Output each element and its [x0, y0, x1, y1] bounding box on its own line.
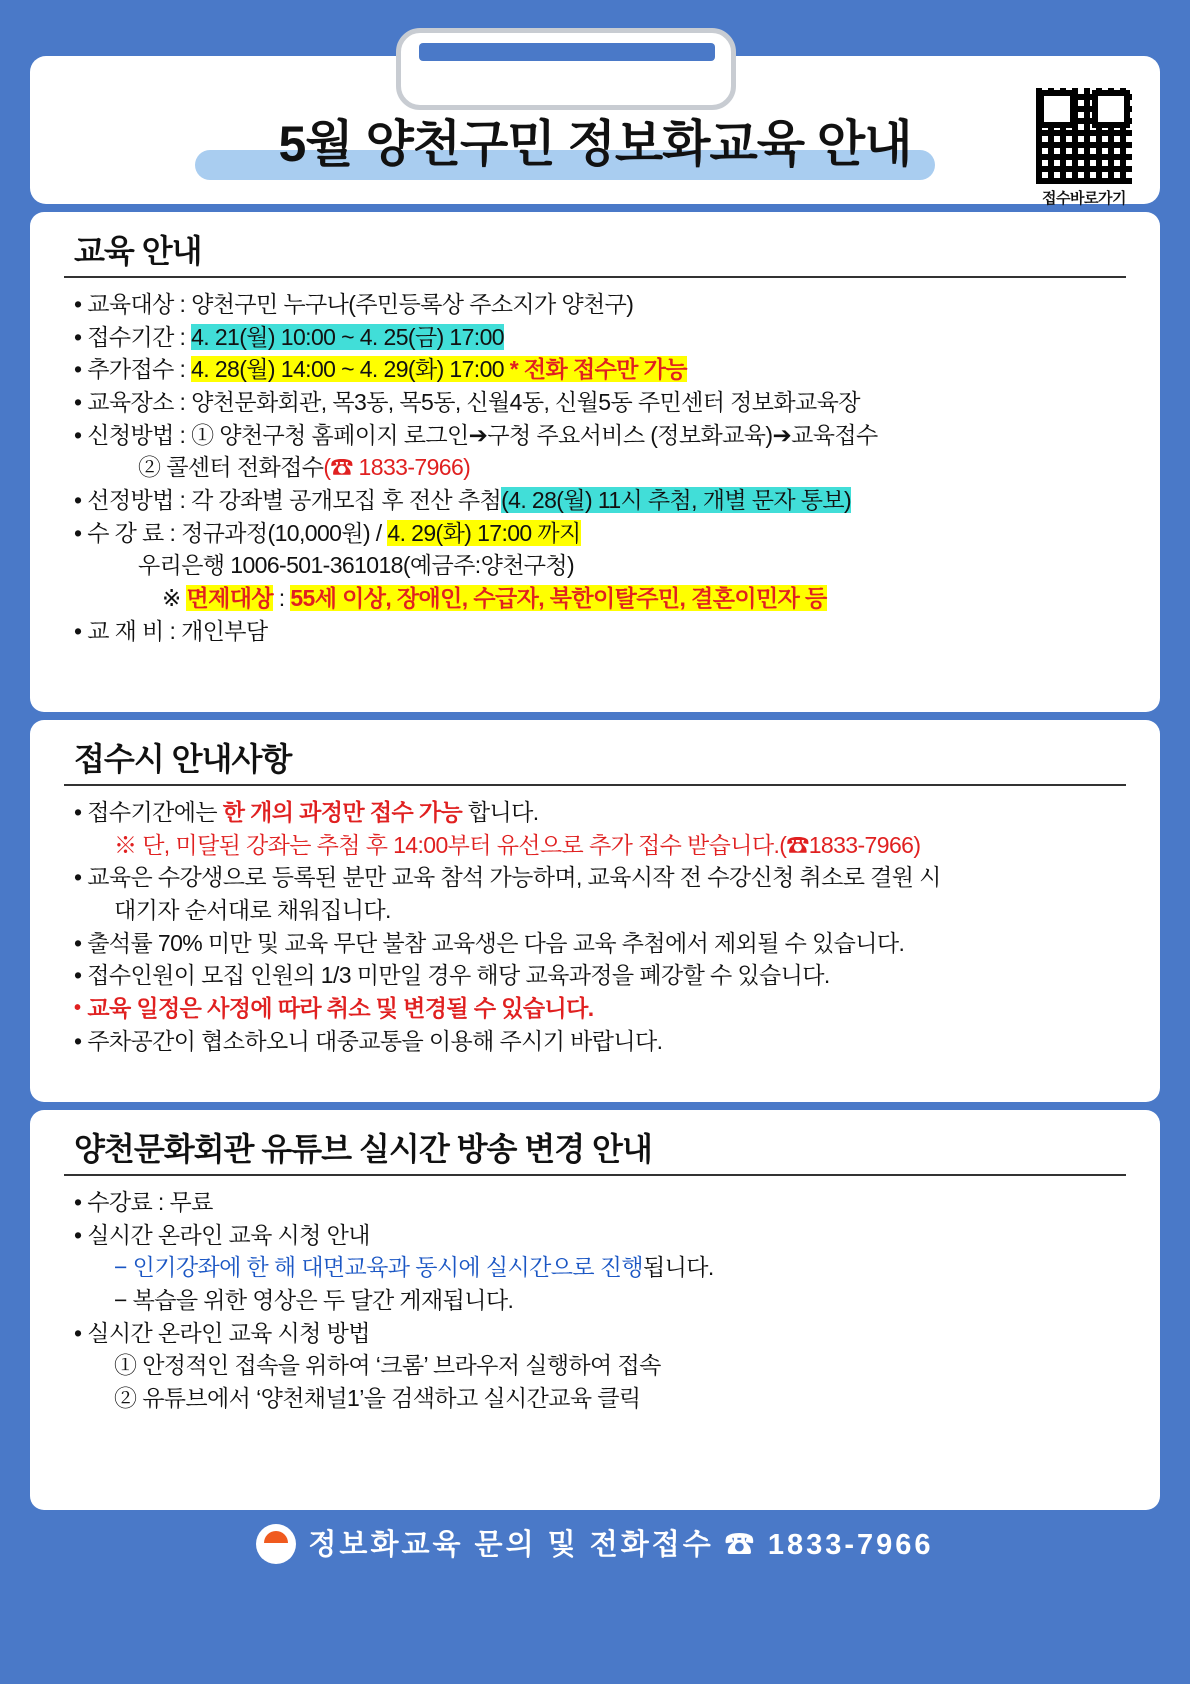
sunrise-logo-icon — [256, 1524, 296, 1564]
section-youtube-live — [30, 1110, 1160, 1510]
row-extra-label: • 추가접수 : — [74, 356, 192, 383]
row-extra — [52, 353, 1138, 386]
row-place-label: • 교육장소 : — [74, 388, 192, 415]
row-howto — [52, 419, 1138, 452]
row-exemption-value: 55세 이상, 장애인, 수급자, 북한이탈주민, 결혼이민자 등 — [290, 584, 827, 611]
row-exemption-colon: : — [272, 584, 291, 611]
section-education-info — [30, 212, 1160, 712]
yt-popular-courses — [52, 1251, 1138, 1284]
row-textbook-value: 개인부담 — [181, 617, 268, 644]
row-period-value: 4. 21(월) 10:00 ~ 4. 25(금) 17:00 — [191, 323, 504, 350]
row-target-label: • 교육대상 : — [74, 291, 192, 317]
row-period — [52, 321, 1138, 354]
row-fee-deadline: 4. 29(화) 17:00 까지 — [387, 519, 581, 546]
row-extra-value: 4. 28(월) 14:00 ~ 4. 29(화) 17:00 — [191, 356, 510, 383]
row-extra-note: * 전화 접수만 가능 — [509, 356, 687, 383]
divider — [64, 276, 1126, 278]
yt-popular-courses-post: 됩니다. — [642, 1254, 714, 1281]
row-howto-tel: (☎ 1833-7966) — [323, 454, 471, 481]
note-one-course-emphasis: 한 개의 과정만 접수 가능 — [222, 799, 463, 825]
note-one-course-post: 합니다. — [462, 799, 539, 825]
note-enrollment-cont: 대기자 순서대로 채워집니다. — [114, 896, 391, 923]
note-schedule-change: • 교육 일정은 사정에 따라 취소 및 변경될 수 있습니다. — [52, 992, 1138, 1025]
footer-contact-text: 정보화교육 문의 및 전화접수 ☎ 1833-7966 — [308, 1529, 934, 1561]
row-period-label: • 접수기간 : — [74, 323, 192, 350]
qr-code-icon[interactable] — [1036, 88, 1132, 184]
row-howto-value1: ① 양천구청 홈페이지 로그인➔구청 주요서비스 (정보화교육)➔교육접수 — [191, 421, 878, 448]
row-fee-value: 정규과정(10,000원) / — [181, 519, 388, 546]
yt-step-1: ① 안정적인 접속을 위하여 ‘크롬’ 브라우저 실행하여 접속 — [114, 1352, 661, 1379]
section-title-education: 교육 안내 — [74, 233, 202, 269]
row-howto-label: • 신청방법 : — [74, 421, 192, 448]
note-enrollment: • 교육은 수강생으로 등록된 분만 교육 참석 가능하며, 교육시작 전 수강신청 취소로 결원 시 — [74, 864, 941, 891]
note-parking: • 주차공간이 협소하오니 대중교통을 이용해 주시기 바랍니다. — [74, 1027, 663, 1054]
yt-popular-courses-blue: − 인기강좌에 한 해 대면교육과 동시에 실시간으로 진행 — [114, 1254, 643, 1281]
row-selection-label: • 선정방법 : — [74, 486, 192, 513]
note-attendance: • 출석률 70% 미만 및 교육 무단 불참 교육생은 다음 교육 추첨에서 제외될 수 있습니다. — [74, 929, 905, 956]
yt-step-2: ② 유튜브에서 ‘양천채널1’을 검색하고 실시간교육 클릭 — [114, 1384, 641, 1411]
section-title-application: 접수시 안내사항 — [74, 741, 292, 777]
row-selection-highlight: (4. 28(월) 11시 추첨, 개별 문자 통보) — [501, 486, 852, 513]
note-additional-phone: ※ 단, 미달된 강좌는 추첨 후 14:00부터 유선으로 추가 접수 받습니다.(☎1833-7966) — [114, 831, 921, 858]
qr-label: 접수바로가기 — [1042, 190, 1126, 207]
divider — [64, 784, 1126, 786]
yt-replay: − 복습을 위한 영상은 두 달간 게재됩니다. — [114, 1286, 514, 1313]
yt-watch-info: • 실시간 온라인 교육 시청 안내 — [74, 1221, 370, 1248]
row-selection — [52, 484, 1138, 517]
row-textbook-label: • 교 재 비 : — [74, 617, 182, 644]
row-place — [52, 386, 1138, 419]
row-exemption-mark: ※ — [162, 584, 187, 611]
row-textbook — [52, 615, 1138, 648]
row-howto-2 — [52, 451, 1138, 484]
note-one-course-pre: • 접수기간에는 — [74, 799, 223, 825]
section-title-youtube: 양천문화회관 유튜브 실시간 방송 변경 안내 — [74, 1131, 652, 1167]
note-min-enrollment: • 접수인원이 모집 인원의 1/3 미만일 경우 해당 교육과정을 폐강할 수 있습니다. — [74, 962, 830, 989]
row-place-value: 양천문화회관, 목3동, 목5동, 신월4동, 신월5동 주민센터 정보화교육장 — [191, 388, 860, 415]
row-target-value: 양천구민 누구나(주민등록상 주소지가 양천구) — [191, 291, 634, 317]
clipboard-clip — [396, 28, 736, 110]
row-fee — [52, 517, 1138, 550]
divider — [64, 1174, 1126, 1176]
clipboard-clip-bar — [419, 43, 715, 61]
yt-fee: • 수강료 : 무료 — [74, 1189, 213, 1215]
row-fee-label: • 수 강 료 : — [74, 519, 182, 546]
qr-block[interactable] — [1030, 88, 1138, 208]
section-application-notes — [30, 720, 1160, 1102]
row-howto-value2: ② 콜센터 전화접수 — [138, 454, 324, 481]
row-target — [52, 288, 1138, 321]
row-bank: 우리은행 1006-501-361018(예금주:양천구청) — [138, 552, 575, 579]
yt-how-to: • 실시간 온라인 교육 시청 방법 — [74, 1319, 370, 1346]
page-title: 5월 양천구민 정보화교육 안내 — [278, 116, 912, 172]
note-one-course — [52, 796, 1138, 829]
row-selection-value: 각 강좌별 공개모집 후 전산 추첨 — [191, 486, 502, 513]
footer-contact — [0, 1522, 1190, 1564]
row-exemption-label: 면제대상 — [186, 584, 273, 611]
row-exemption — [52, 582, 1138, 615]
